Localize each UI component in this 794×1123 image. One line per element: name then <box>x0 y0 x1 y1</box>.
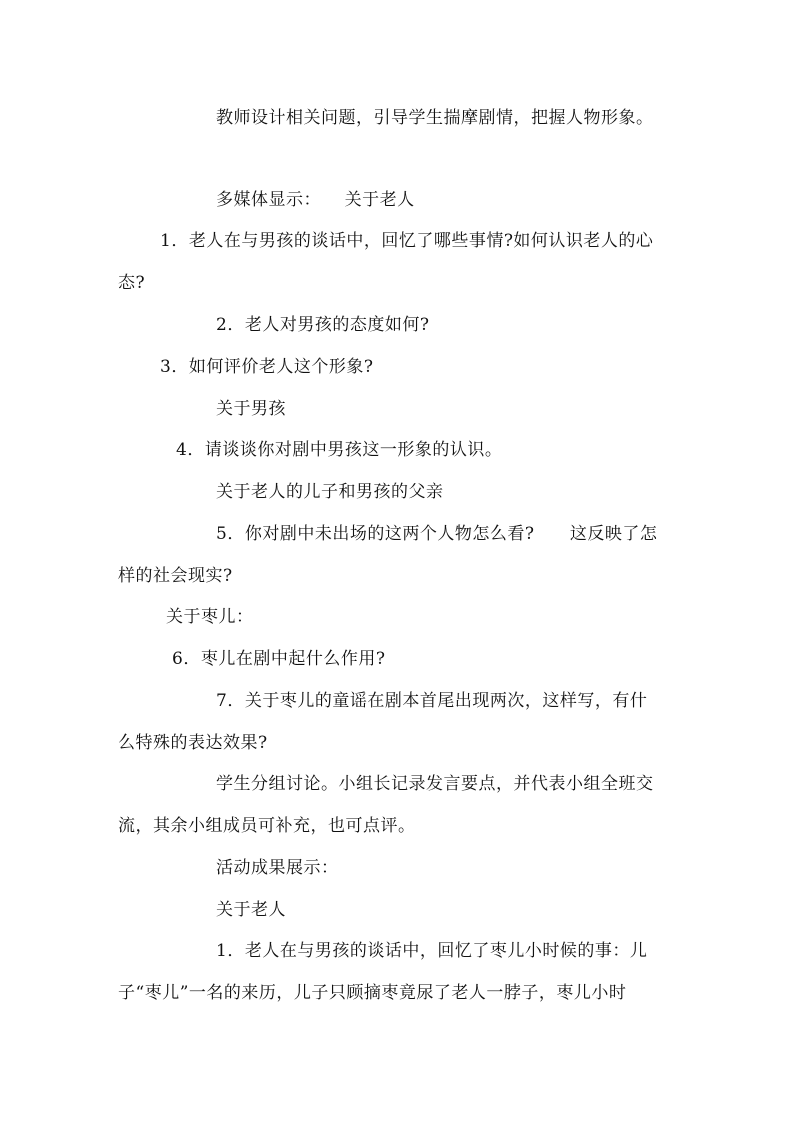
question-line: 样的社会现实? <box>118 566 233 586</box>
paragraph-line: 学生分组讨论。小组长记录发言要点，并代表小组全班交 <box>216 774 654 794</box>
question-line: 么特殊的表达效果? <box>118 733 268 753</box>
paragraph-line: 教师设计相关问题，引导学生揣摩剧情，把握人物形象。 <box>216 108 654 128</box>
question-line: 6．枣儿在剧中起什么作用? <box>172 649 386 669</box>
question-line: 7．关于枣儿的童谣在剧本首尾出现两次，这样写，有什 <box>216 691 648 711</box>
paragraph-line: 1．老人在与男孩的谈话中，回忆了枣儿小时候的事：儿 <box>216 941 648 961</box>
paragraph-line: 流，其余小组成员可补充，也可点评。 <box>118 816 416 836</box>
question-line: 5．你对剧中未出场的这两个人物怎么看? 这反映了怎 <box>216 524 658 544</box>
section-heading: 关于男孩 <box>216 399 286 419</box>
question-line: 态? <box>118 273 146 293</box>
section-heading: 多媒体显示： 关于老人 <box>216 190 415 210</box>
question-line: 4．请谈谈你对剧中男孩这一形象的认识。 <box>176 440 503 460</box>
question-line: 1．老人在与男孩的谈话中，回忆了哪些事情?如何认识老人的心 <box>160 231 654 251</box>
section-heading: 关于枣儿： <box>166 607 254 627</box>
question-line: 2．老人对男孩的态度如何? <box>216 315 430 335</box>
section-heading: 活动成果展示： <box>216 858 339 878</box>
paragraph-line: 子“枣儿”一名的来历，儿子只顾摘枣竟尿了老人一脖子，枣儿小时 <box>118 983 627 1003</box>
section-heading: 关于老人 <box>216 900 286 920</box>
section-heading: 关于老人的儿子和男孩的父亲 <box>216 482 444 502</box>
question-line: 3．如何评价老人这个形象? <box>160 357 374 377</box>
